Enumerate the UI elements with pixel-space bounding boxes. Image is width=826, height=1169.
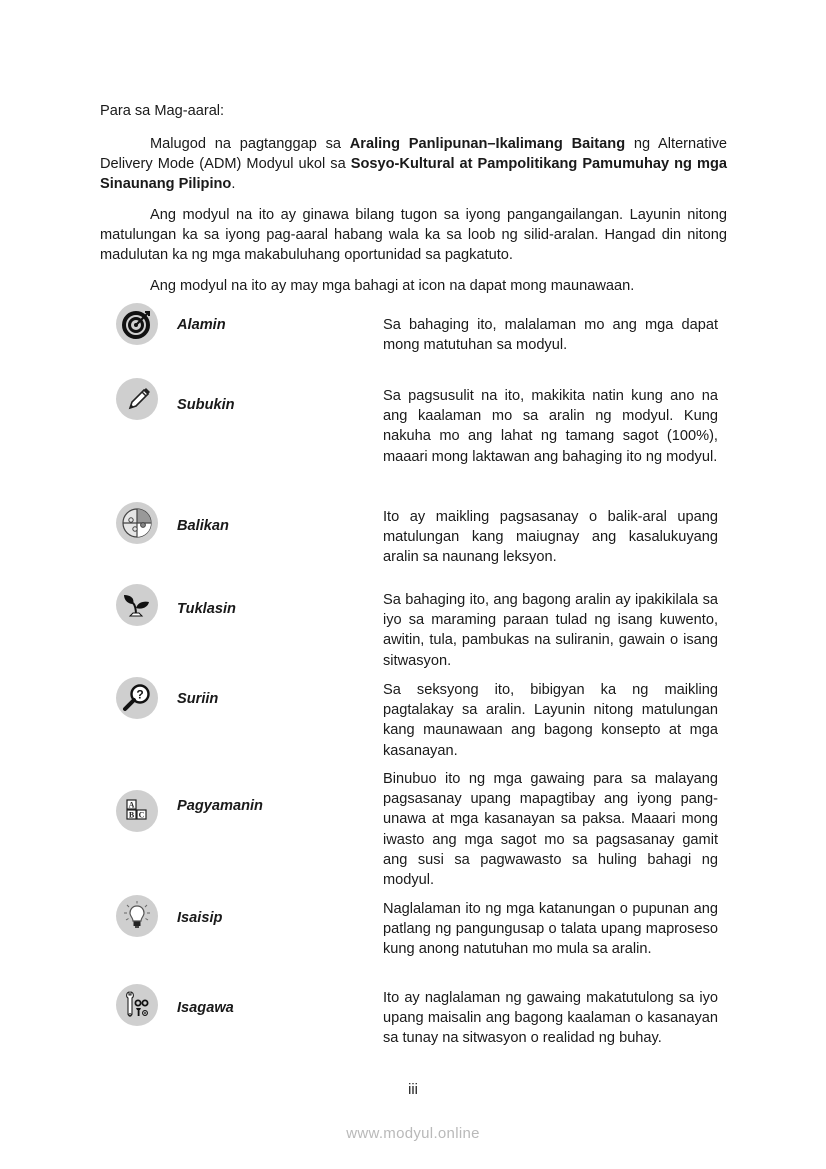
section-description: Ito ay maikling pagsasanay o balik-aral upang matulungan kang maiugnay ang kasalukuyang aralin sa naunang leksyon. xyxy=(383,509,718,566)
section-label: Subukin xyxy=(177,397,235,413)
section-label: Isaisip xyxy=(177,910,223,926)
magnifier-question-icon xyxy=(116,677,158,719)
target-icon xyxy=(116,303,158,345)
tools-icon xyxy=(116,984,158,1026)
svg-text:A: A xyxy=(128,800,135,810)
page-number: iii xyxy=(408,1082,418,1098)
svg-text:C: C xyxy=(138,810,145,820)
section-label: Balikan xyxy=(177,518,229,534)
abc-blocks-icon xyxy=(116,790,158,832)
section-description: Naglalaman ito ng mga katanungan o pupunan ang patlang ng pangungusap o talata upang maproseso kung anong natutuhan mo mula sa aralin. xyxy=(383,901,718,958)
section-description: Sa pagsusulit na ito, makikita natin kung ano na ang kaalaman mo sa aralin ng modyul. Kung nakuha mo ang lahat ng tamang sagot (100%), maaari mong laktawan ang bahaging ito ng modyul. xyxy=(383,388,718,465)
section-label: Pagyamanin xyxy=(177,798,263,814)
pencil-icon xyxy=(116,378,158,420)
section-label: Alamin xyxy=(177,317,226,333)
purpose-text: Ang modyul na ito ay ginawa bilang tugon sa iyong pangangailangan. Layunin nitong matulungan ka sa iyong pag-aaral habang wala ka sa loob ng silid-aralan. Hangad din nitong madulutan ka ng mga makabuluhang oportunidad sa pagkatuto. xyxy=(100,207,727,264)
section-description: Sa bahaging ito, malalaman mo ang mga dapat mong matutuhan sa modyul. xyxy=(383,317,718,354)
greeting: Para sa Mag-aaral: xyxy=(100,103,225,119)
purpose-paragraph xyxy=(100,205,727,266)
subject-grade: Araling Panlipunan–Ikalimang Baitang xyxy=(349,136,626,152)
section-label: Isagawa xyxy=(177,1000,234,1016)
lightbulb-icon xyxy=(116,895,158,937)
section-description: Sa bahaging ito, ang bagong aralin ay ipakikilala sa iyo sa maraming paraan tulad ng isang kuwento, awitin, tula, pambukas na suliranin, gawain o isang sitwasyon. xyxy=(383,592,718,669)
intro-paragraph xyxy=(100,134,727,195)
svg-text:B: B xyxy=(128,810,135,820)
watermark: www.modyul.online xyxy=(346,1125,480,1142)
parts-intro-text: Ang modyul na ito ay may mga bahagi at icon na dapat mong maunawaan. xyxy=(150,278,635,294)
puzzle-icon xyxy=(116,502,158,544)
section-description: Binubuo ito ng mga gawaing para sa malayang pagsasanay upang mapagtibay ang iyong pang-unawa at mga kasanayan sa paksa. Maaari mong iwasto ang mga sagot mo sa pagsasanay gamit ang susi sa pagwawasto sa huling bahagi ng modyul. xyxy=(383,771,718,889)
sprout-icon xyxy=(116,584,158,626)
svg-text:?: ? xyxy=(136,687,144,702)
intro-text-1: Malugod na pagtanggap sa xyxy=(150,136,350,152)
section-description: Ito ay naglalaman ng gawaing makatutulong sa iyo upang maisalin ang bagong kaalaman o kasanayan sa tunay na sitwasyon o realidad ng buhay. xyxy=(383,990,718,1047)
module-title: Sosyo-Kultural at Pampolitikang Pamumuhay ng mga Sinaunang Pilipino xyxy=(100,156,727,193)
intro-text-2: ng Alternative Delivery Mode (ADM) Modyul ukol sa xyxy=(100,136,727,173)
section-label: Suriin xyxy=(177,691,219,707)
parts-intro-paragraph xyxy=(100,276,727,296)
section-label: Tuklasin xyxy=(177,601,236,617)
section-description: Sa seksyong ito, bibigyan ka ng maikling pagtalakay sa aralin. Layunin nitong matulungan kang maunawaan ang bagong konsepto at mga kasanayan. xyxy=(383,682,718,759)
intro-text-3: . xyxy=(231,176,236,193)
